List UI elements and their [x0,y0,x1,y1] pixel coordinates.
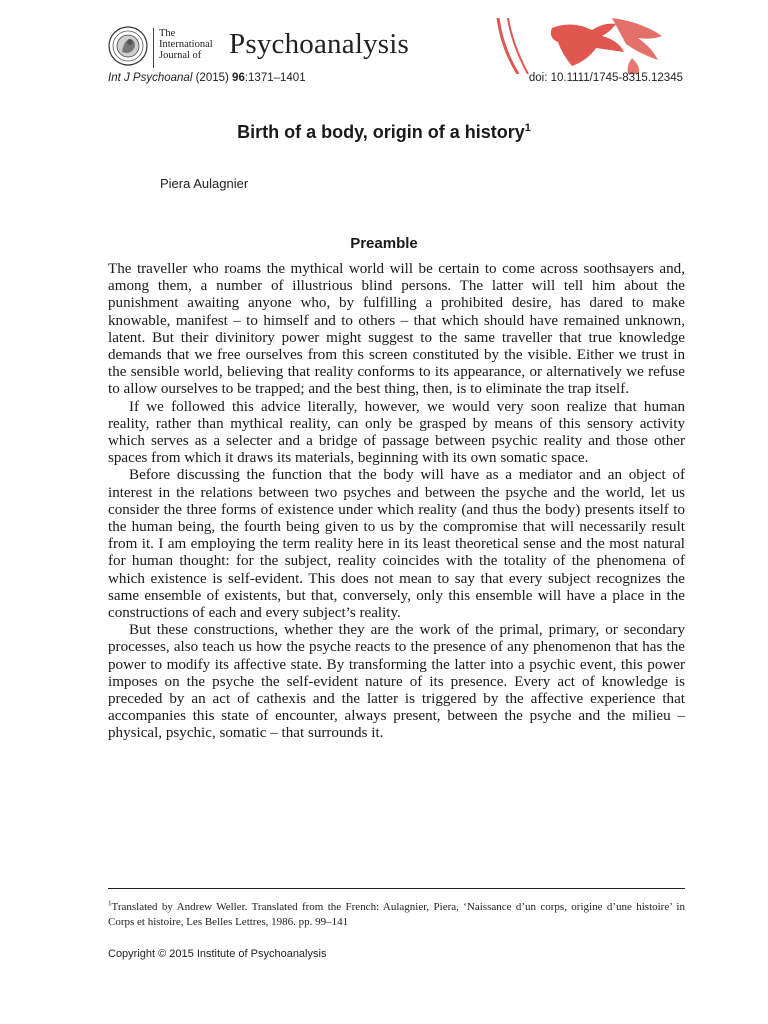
citation-pages: :1371–1401 [244,72,306,84]
title-footnote-marker: 1 [524,122,531,134]
society-seal-icon [108,26,148,66]
section-heading: Preamble [350,235,418,252]
footnote-rule [108,888,685,889]
footnote [108,900,685,930]
journal-header [108,18,688,74]
citation-volume: 96 [232,72,245,84]
body-paragraph: But these constructions, whether they are the work of the primal, primary, or secondary processes, also teach us how the psyche reacts to the presence of any phenomenon that has the power to modify its affective state. By transforming the latter into a psychic event, this power imposes on the psyche the self-evident nature of its presence. Every act of knowledge is preceded by an act of cathexis and the latter is triggered by the affective experience that accompanies this state of encounter, always present, between the psyche and the milieu – physical, psychic, somatic – that surrounds it. [108,622,685,742]
journal-name-small [159,28,213,61]
journal-name-main: Psychoanalysis [229,28,410,60]
copyright-notice: Copyright © 2015 Institute of Psychoanalysis [108,948,327,960]
doi: doi: 10.1111/1745-8315.12345 [528,72,683,84]
citation-year: (2015) [195,72,229,84]
article-body [108,261,685,743]
journal-name-line3: Journal of [159,50,202,61]
journal-abbrev: Int J Psychoanal [108,72,193,84]
journal-name-line1: The [159,28,176,39]
winged-figure-logo-icon [492,18,688,74]
footnote-text: Translated by Andrew Weller. Translated from the French: Aulagnier, Piera, ‘Naissance d’un corps, origine d’une histoire’ in Corps et histoire, Les Belles Lettres, 1986. pp. 99–141 [108,901,685,928]
author-name: Piera Aulagnier [160,176,249,191]
article-title-text: Birth of a body, origin of a history [237,122,525,142]
header-divider [153,28,154,68]
citation [108,72,306,84]
body-paragraph: Before discussing the function that the body will have as a mediator and an object of interest in the relations between two psyches and between the psyche and the world, let us consider the three forms of existence under which reality (and thus the body) presents itself to the human being, the fourth being given to us by the compromise that will necessarily result from it. I am employing the term reality here in its least theoretical sense and the most natural for human thought: for the subject, reality coincides with the totality of the phenomena of which existence is self-evident. This does not mean to say that every subject recognizes the same ensemble of existents, but that, conversely, only this ensemble will have a place in the constructions of each and every subject’s reality. [108,467,685,622]
article-title [0,122,768,143]
body-paragraph: If we followed this advice literally, however, we would very soon realize that human reality, rather than mythical reality, can only be grasped by means of this sensory activity which serves as a selecter and a bridge of passage between psychic reality and those other spaces from which it draws its materials, beginning with its own somatic space. [108,398,685,467]
footnote-marker: 1 [108,899,112,908]
body-paragraph: The traveller who roams the mythical world will be certain to come across soothsayers and, among them, a number of illustrious blind persons. The latter will tell him about the punishment awaiting anyone who, by fulfilling a prohibited desire, has dared to make knowable, manifest – to himself and to others – that which should have remained unknown, latent. But their divinitory power might suggest to the same traveller that true knowledge demands that we free ourselves from this screen constituted by the visible. Either we trust in the sensible world, believing that reality conforms to its appearance, or alternatively we refuse to allow ourselves to be trapped; and the best thing, then, is to eliminate the trap itself. [108,261,685,398]
journal-name-line2: International [159,39,213,50]
